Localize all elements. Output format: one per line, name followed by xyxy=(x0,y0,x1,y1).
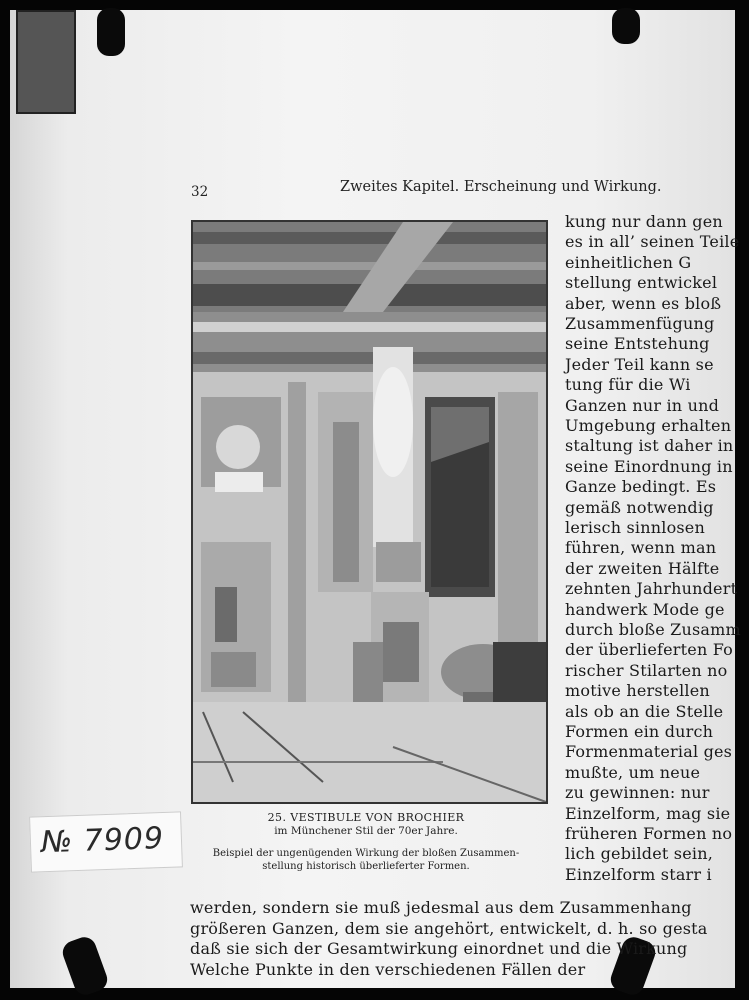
figure-caption-subtitle: im Münchener Stil der 70er Jahre. xyxy=(274,825,458,837)
running-title: Zweites Kapitel. Erscheinung und Wirkung. xyxy=(340,179,662,195)
column-line: mußte, um neue xyxy=(565,762,701,782)
mounting-tab xyxy=(16,10,76,114)
column-line: Jeder Teil kann se xyxy=(565,354,714,374)
column-line: kung nur dann gen xyxy=(565,212,723,231)
column-line: zehnten Jahrhundert xyxy=(565,579,738,599)
body-line: daß sie sich der Gesamtwirkung einordnet und die Wirkung xyxy=(190,939,688,958)
column-line: staltung ist daher in xyxy=(565,436,734,456)
column-line: motive herstellen xyxy=(565,681,710,701)
vestibule-engraving xyxy=(193,222,546,802)
column-line: rischer Stilarten no xyxy=(565,660,728,680)
column-line: handwerk Mode ge xyxy=(565,599,725,619)
column-line: Ganze bedingt. Es xyxy=(565,477,717,497)
column-line: Formenmaterial ges xyxy=(565,742,733,762)
archive-number-label xyxy=(29,811,183,872)
body-line: werden, sondern sie muß jedesmal aus dem Zusammenhang xyxy=(190,898,692,917)
column-line: stellung entwickel xyxy=(565,273,718,293)
vestibule-illustration xyxy=(191,220,548,804)
column-line: gemäß notwendig xyxy=(565,497,714,517)
column-line: der überlieferten Fo xyxy=(565,640,733,660)
clip-top-left xyxy=(97,8,125,56)
column-line: als ob an die Stelle xyxy=(565,701,724,721)
column-line: Umgebung erhalten xyxy=(565,416,732,435)
column-line: es in all’ seinen Teile xyxy=(565,232,740,252)
column-line: zu gewinnen: nur xyxy=(565,783,710,803)
body-line: Welche Punkte in den verschiedenen Fällen der xyxy=(190,959,586,979)
column-line: einheitlichen G xyxy=(565,252,692,272)
column-line: Ganzen nur in und xyxy=(565,395,720,415)
column-line: Formen ein durch xyxy=(565,722,714,741)
figure-caption-title: 25. VESTIBULE VON BROCHIER xyxy=(267,811,465,824)
column-line: seine Einordnung in xyxy=(565,456,733,476)
figure-caption-note: stellung historisch überlieferter Formen. xyxy=(262,861,470,872)
column-line: Einzelform starr i xyxy=(565,864,712,884)
archive-number: № 7909 xyxy=(40,820,165,861)
column-line: tung für die Wi xyxy=(565,375,691,395)
column-line: lich gebildet sein, xyxy=(565,844,713,864)
column-line: durch bloße Zusamm xyxy=(565,620,741,639)
figure-caption-note: Beispiel der ungenügenden Wirkung der bloßen Zusammen- xyxy=(212,848,520,859)
column-line: führen, wenn man xyxy=(565,538,717,558)
column-line: früheren Formen no xyxy=(565,824,733,843)
column-line: der zweiten Hälfte xyxy=(565,558,720,578)
page-number: 32 xyxy=(191,184,209,200)
column-line: aber, wenn es bloß xyxy=(565,293,722,313)
clip-top-right xyxy=(612,8,640,44)
column-line: lerisch sinnlosen xyxy=(565,518,705,537)
column-line: Zusammenfügung xyxy=(565,314,715,333)
body-line: größeren Ganzen, dem sie angehört, entwickelt, d. h. so gesta xyxy=(190,918,708,938)
column-line: seine Entstehung xyxy=(565,334,710,354)
column-line: Einzelform, mag sie xyxy=(565,803,731,823)
